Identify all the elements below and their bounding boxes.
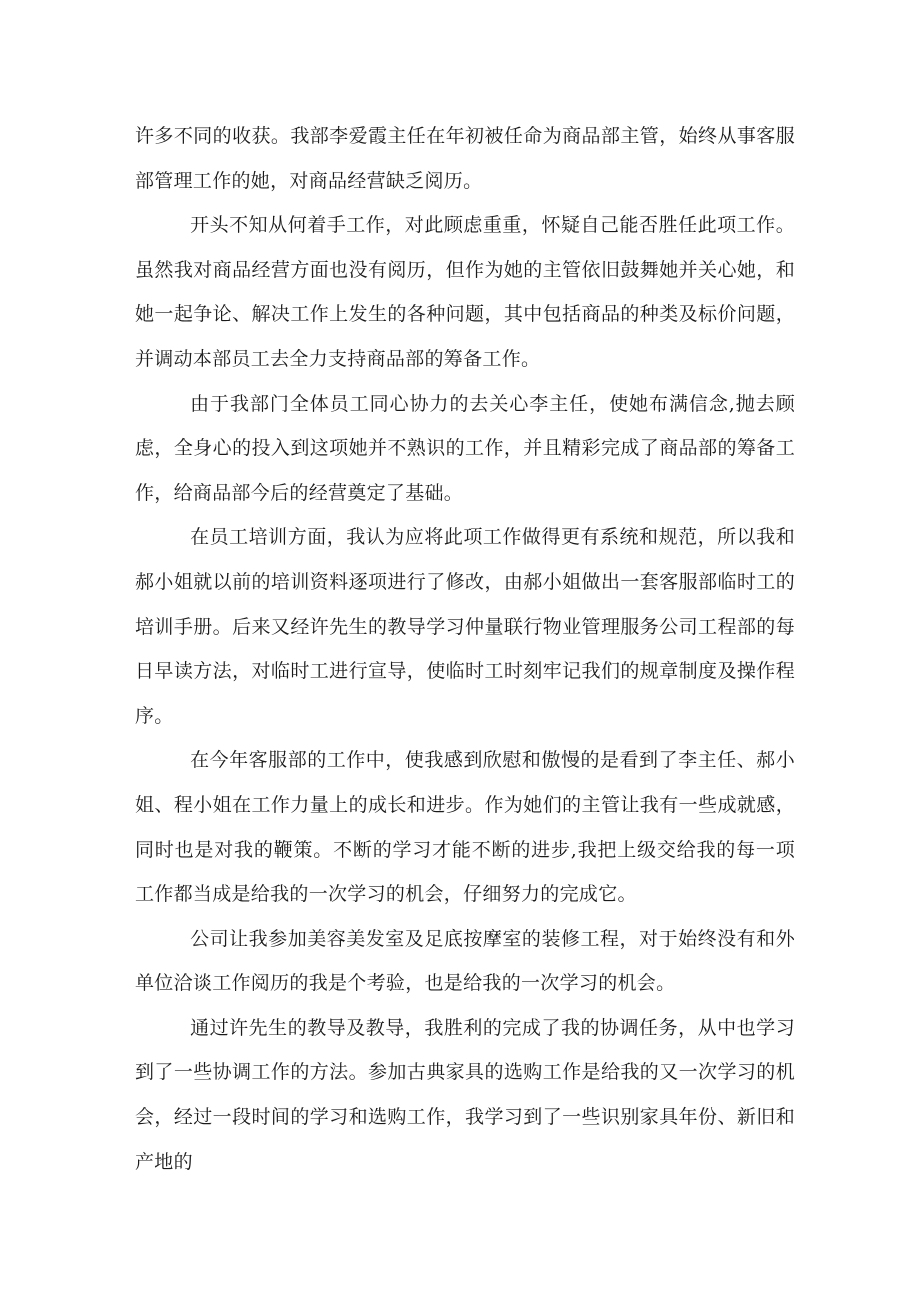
document-body <box>135 114 795 1184</box>
paragraph-6: 公司让我参加美容美发室及足底按摩室的装修工程，对于始终没有和外单位洽谈工作阅历的我是个考验，也是给我的一次学习的机会。 <box>135 927 795 995</box>
paragraph-7: 通过许先生的教导及教导，我胜利的完成了我的协调任务，从中也学习到了一些协调工作的方法。参加古典家具的选购工作是给我的又一次学习的机会，经过一段时间的学习和选购工作，我学习到了一些识别家具年份、新旧和产地的 <box>135 1016 795 1173</box>
paragraph-4: 在员工培训方面，我认为应将此项工作做得更有系统和规范，所以我和郝小姐就以前的培训资料逐项进行了修改，由郝小姐做出一套客服部临时工的培训手册。后来又经许先生的教导学习仲量联行物业管理服务公司工程部的每日早读方法，对临时工进行宣导，使临时工时刻牢记我们的规章制度及操作程序。 <box>135 526 795 727</box>
paragraph-3: 由于我部门全体员工同心协力的去关心李主任，使她布满信念,抛去顾虑，全身心的投入到这项她并不熟识的工作，并且精彩完成了商品部的筹备工作，给商品部今后的经营奠定了基础。 <box>135 392 795 504</box>
paragraph-5: 在今年客服部的工作中，使我感到欣慰和傲慢的是看到了李主任、郝小姐、程小姐在工作力量上的成长和进步。作为她们的主管让我有一些成就感，同时也是对我的鞭策。不断的学习才能不断的进步,我把上级交给我的每一项工作都当成是给我的一次学习的机会，仔细努力的完成它。 <box>135 749 795 906</box>
paragraph-2: 开头不知从何着手工作，对此顾虑重重，怀疑自己能否胜任此项工作。虽然我对商品经营方面也没有阅历，但作为她的主管依旧鼓舞她并关心她，和她一起争论、解决工作上发生的各种问题，其中包括商品的种类及标价问题，并调动本部员工去全力支持商品部的筹备工作。 <box>135 214 795 370</box>
paragraph-1: 许多不同的收获。我部李爱霞主任在年初被任命为商品部主管，始终从事客服部管理工作的她，对商品经营缺乏阅历。 <box>135 125 795 192</box>
